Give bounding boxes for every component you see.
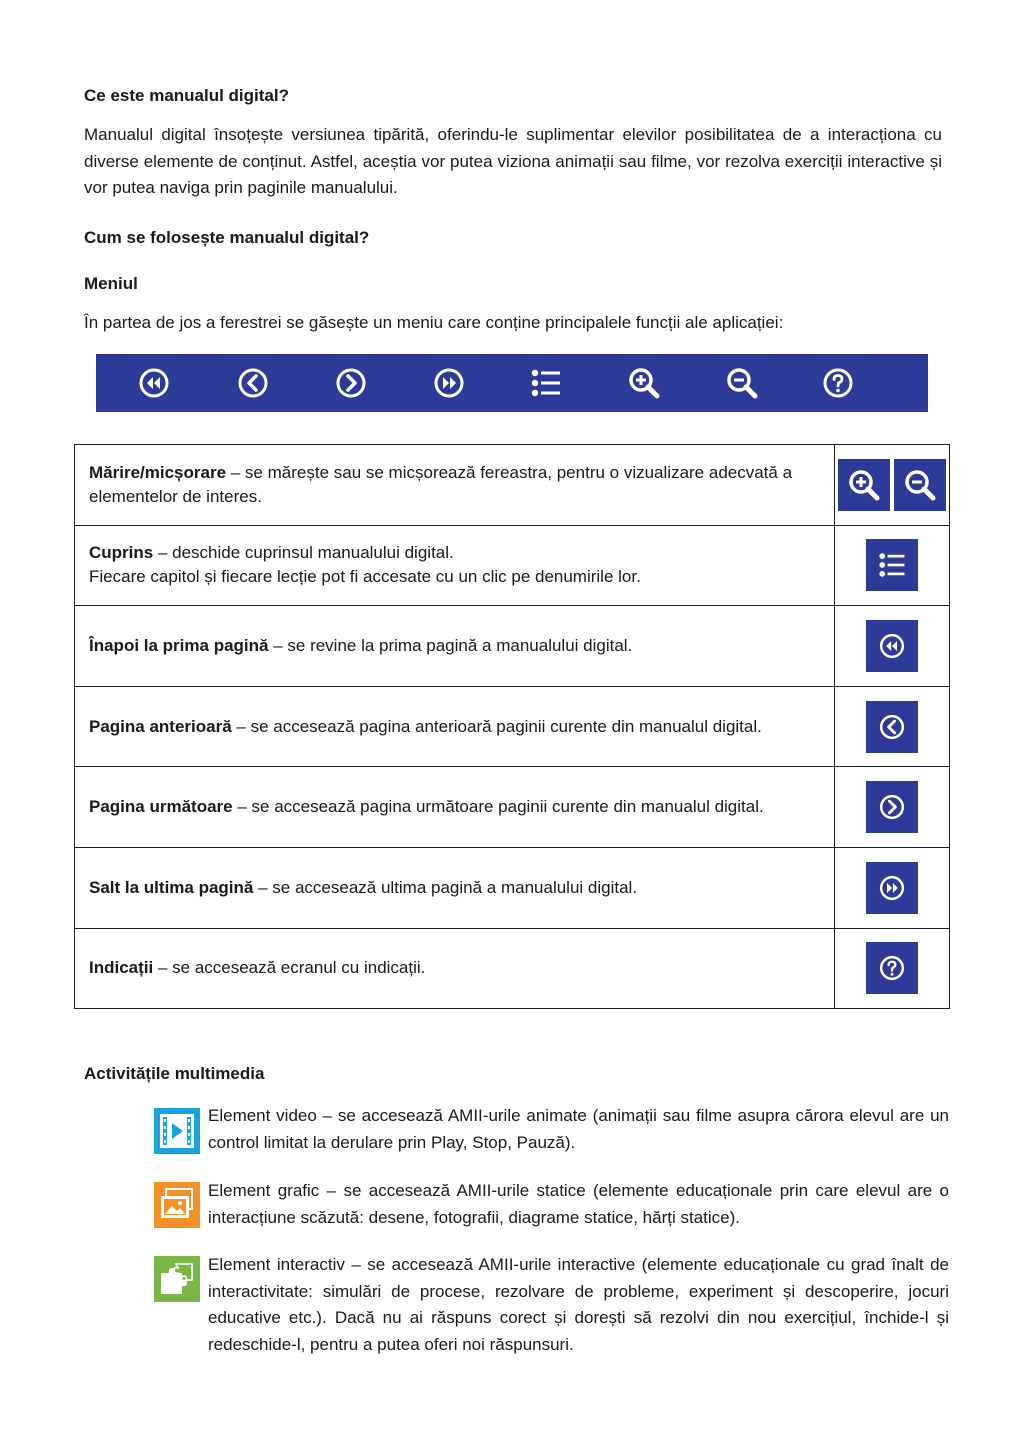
graphic-element-icon bbox=[154, 1182, 200, 1228]
zoom-out-icon[interactable] bbox=[724, 365, 760, 401]
usage-heading: Cum se folosește manualul digital? bbox=[84, 228, 370, 247]
next-page-icon bbox=[866, 781, 918, 833]
table-row bbox=[75, 767, 950, 848]
zoom-out-icon bbox=[894, 459, 946, 511]
graphic-element-text: Element grafic – se accesează AMII-urile statice (elemente educaționale prin care elevul are o interacțiune scăzută: desene, fotografii, diagrame statice, hărți statice). bbox=[208, 1181, 949, 1227]
help-icon[interactable] bbox=[820, 365, 856, 401]
table-row bbox=[75, 606, 950, 687]
function-title: Mărire/micșorare bbox=[89, 462, 227, 482]
table-row bbox=[75, 686, 950, 767]
next-page-icon[interactable] bbox=[333, 365, 369, 401]
function-desc-extra: Fiecare capitol și fiecare lecție pot fi accesate cu un clic pe denumirile lor. bbox=[89, 567, 641, 587]
intro-heading: Ce este manualul digital? bbox=[84, 86, 289, 105]
function-title: Indicații bbox=[89, 958, 154, 978]
table-row bbox=[75, 525, 950, 606]
function-desc: – se mărește sau se micșorează fereastra, pentru o vizualizare adecvată a elementelor de interes. bbox=[89, 462, 793, 506]
functions-table bbox=[74, 444, 950, 1009]
function-title: Pagina următoare bbox=[89, 797, 233, 817]
help-icon bbox=[866, 942, 918, 994]
table-row bbox=[75, 445, 950, 526]
function-desc: – se accesează pagina următoare paginii curente din manualul digital. bbox=[232, 797, 764, 817]
function-title: Salt la ultima pagină bbox=[89, 877, 254, 897]
video-element-text: Element video – se accesează AMII-urile animate (animații sau filme asupra cărora elevul are un control limitat la derulare prin Play, Stop, Pauză). bbox=[208, 1106, 949, 1152]
function-desc: – se accesează ecranul cu indicații. bbox=[153, 958, 426, 978]
menu-heading: Meniul bbox=[84, 274, 138, 293]
video-element-icon bbox=[154, 1108, 200, 1154]
function-desc: – deschide cuprinsul manualului digital. bbox=[153, 543, 454, 563]
interactive-element-icon bbox=[154, 1256, 200, 1302]
last-page-icon[interactable] bbox=[431, 365, 467, 401]
intro-text: Manualul digital însoțește versiunea tipărită, oferindu-le suplimentar elevilor posibilitatea de a interacționa cu diverse elemente de conținut. Astfel, aceștia vor putea viziona animații sau filme, vor rezolva exerciții interactive și vor putea naviga prin paginile manualului. bbox=[84, 125, 942, 197]
function-desc: – se accesează pagina anterioară paginii curente din manualul digital. bbox=[231, 716, 762, 736]
function-desc: – se accesează ultima pagină a manualului digital. bbox=[253, 877, 638, 897]
table-row bbox=[75, 928, 950, 1009]
menu-text: În partea de jos a ferestrei se găsește un meniu care conține principalele funcții ale aplicației: bbox=[84, 313, 784, 332]
zoom-in-icon[interactable] bbox=[626, 365, 662, 401]
function-title: Pagina anterioară bbox=[89, 716, 232, 736]
zoom-in-icon bbox=[838, 459, 890, 511]
contents-list-icon[interactable] bbox=[528, 365, 564, 401]
previous-page-icon[interactable] bbox=[235, 365, 271, 401]
function-title: Înapoi la prima pagină bbox=[89, 635, 269, 655]
previous-page-icon bbox=[866, 701, 918, 753]
function-title: Cuprins bbox=[89, 543, 154, 563]
contents-list-icon bbox=[866, 539, 918, 591]
table-row bbox=[75, 847, 950, 928]
multimedia-heading: Activitățile multimedia bbox=[84, 1064, 265, 1083]
menu-bar bbox=[96, 354, 928, 412]
first-page-icon bbox=[866, 620, 918, 672]
function-desc: – se revine la prima pagină a manualului digital. bbox=[268, 635, 633, 655]
last-page-icon bbox=[866, 862, 918, 914]
first-page-icon[interactable] bbox=[136, 365, 172, 401]
interactive-element-text: Element interactiv – se accesează AMII-urile interactive (elemente educaționale cu grad înalt de interactivitate: simulări de procese, rezolvare de probleme, experiment și descoperire, jocuri educative etc.). Dacă nu ai răspuns corect și dorești să rezolvi din nou exercițiul, închide-l și redeschide-l, pentru a putea oferi noi răspunsuri. bbox=[208, 1255, 949, 1354]
